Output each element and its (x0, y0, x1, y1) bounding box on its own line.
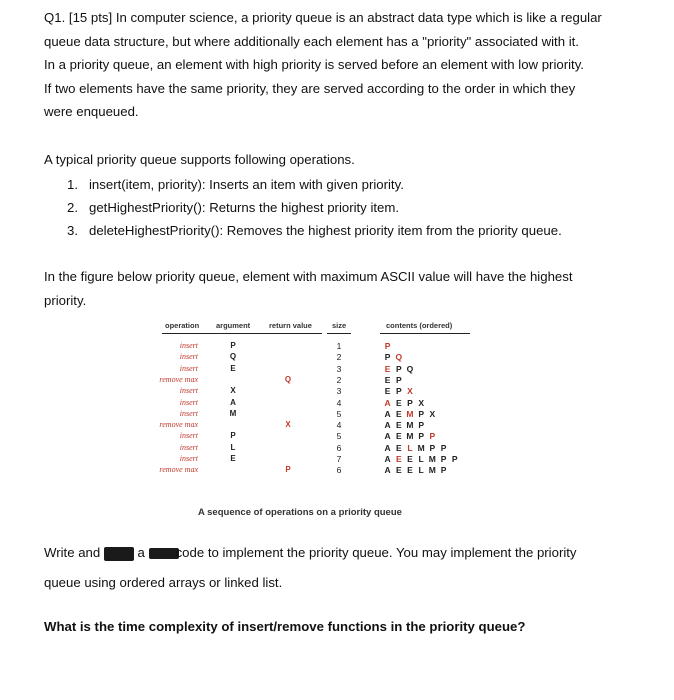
figure-arg: M (229, 408, 237, 418)
figure-size: 3 (336, 386, 342, 397)
list-text: insert(item, priority): Inserts an item with given priority. (89, 177, 404, 192)
figure-op: remove max (159, 374, 198, 384)
task-text-part1: Write and (44, 545, 101, 560)
figure-size: 5 (336, 408, 342, 419)
queue-element: P (395, 386, 402, 397)
header-rule (380, 333, 470, 334)
queue-element: L (407, 442, 413, 453)
header-return-value: return value (269, 321, 312, 330)
figure-op: insert (179, 397, 198, 407)
queue-element: A (384, 431, 391, 442)
figure-arg: L (230, 442, 236, 452)
operations-intro: A typical priority queue supports following operations. (44, 152, 355, 167)
task-text-part2: a (137, 545, 145, 560)
queue-element: E (407, 465, 413, 476)
figure-contents (382, 409, 438, 419)
header-contents: contents (ordered) (386, 321, 453, 330)
figure-size: 3 (336, 363, 342, 374)
queue-element: Q (395, 352, 403, 363)
queue-element: P (418, 408, 424, 419)
figure-op: insert (179, 442, 198, 452)
queue-element: M (406, 408, 414, 419)
queue-element: M (428, 465, 436, 476)
header-argument: argument (216, 321, 251, 330)
figure-arg: X (230, 386, 236, 396)
queue-element: E (384, 374, 391, 385)
figure-arg: P (230, 341, 236, 350)
queue-element: P (429, 431, 436, 442)
operation-item-delete-highest (67, 223, 562, 238)
figure-contents (382, 420, 427, 430)
figure-return: Q (284, 374, 292, 384)
queue-element: M (417, 442, 425, 453)
task-text-part3: code to implement the priority queue. You may implement the priority (175, 545, 577, 560)
figure-op: insert (179, 341, 198, 350)
queue-element: E (384, 363, 391, 374)
figure-op: remove max (159, 420, 198, 430)
queue-element: A (384, 420, 391, 431)
queue-element: P (384, 352, 391, 363)
figure-intro-line: priority. (44, 292, 87, 308)
question-line: If two elements have the same priority, they are served according to the order in which they (44, 80, 576, 96)
figure-intro-line: In the figure below priority queue, element with maximum ASCII value will have the highest (44, 269, 573, 284)
queue-element: P (440, 442, 447, 453)
operation-item-insert (67, 177, 404, 192)
figure-arg: E (230, 454, 236, 463)
figure-size: 2 (336, 374, 342, 385)
queue-element: P (418, 431, 424, 442)
queue-element: E (395, 442, 402, 453)
queue-element: X (407, 386, 413, 397)
figure-op: remove max (159, 465, 198, 475)
figure-return: X (285, 420, 291, 430)
question-line: Q1. [15 pts] In computer science, a priority queue is an abstract data type which is like a regular (44, 10, 602, 25)
queue-element: M (406, 431, 414, 442)
figure-size: 4 (336, 420, 342, 431)
task-line (44, 541, 624, 565)
priority-queue-figure (150, 315, 480, 525)
queue-element: E (395, 431, 402, 442)
queue-element: P (395, 374, 402, 385)
figure-op: insert (179, 352, 198, 362)
figure-size: 6 (336, 465, 342, 476)
figure-arg: Q (229, 352, 237, 362)
figure-size: 1 (336, 341, 342, 351)
question-line: In a priority queue, an element with high priority is served before an element with low priority. (44, 57, 584, 72)
figure-caption: A sequence of operations on a priority queue (198, 507, 402, 518)
figure-size: 7 (336, 454, 342, 464)
figure-op: insert (179, 431, 198, 441)
queue-element: P (407, 397, 413, 408)
figure-arg: P (230, 431, 236, 441)
queue-element: A (384, 397, 391, 408)
figure-size: 4 (336, 397, 342, 408)
queue-element: P (440, 454, 447, 464)
figure-contents (382, 364, 416, 374)
queue-element: A (384, 454, 391, 464)
figure-op: insert (179, 363, 198, 373)
list-number: 2. (67, 200, 78, 215)
queue-element: P (451, 454, 458, 464)
queue-element: P (384, 341, 391, 351)
figure-arg: E (230, 363, 236, 373)
figure-intro (44, 265, 624, 312)
task-paragraph (44, 541, 624, 565)
figure-contents (382, 386, 416, 396)
queue-element: X (418, 397, 424, 408)
figure-contents (382, 352, 404, 362)
queue-element: M (406, 420, 414, 431)
figure-return: P (285, 465, 291, 475)
final-question: What is the time complexity of insert/remove functions in the priority queue? (44, 619, 526, 634)
header-operation: operation (165, 321, 200, 330)
figure-contents (382, 431, 438, 441)
question-line: were enqueued. (44, 104, 139, 119)
question-paragraph (44, 6, 624, 124)
queue-element: E (395, 420, 402, 431)
queue-element: P (395, 363, 402, 374)
redacted-word (104, 547, 134, 561)
figure-size: 6 (336, 442, 342, 453)
list-text: getHighestPriority(): Returns the highest priority item. (89, 200, 400, 215)
figure-size: 2 (336, 352, 342, 363)
queue-element: P (440, 465, 447, 476)
question-line: queue data structure, but where additionally each element has a "priority" associated with it. (44, 33, 579, 49)
queue-element: E (407, 454, 413, 464)
header-rule (162, 333, 322, 334)
header-size: size (332, 321, 347, 330)
queue-element: M (428, 454, 436, 464)
figure-contents (382, 341, 393, 351)
figure-contents (382, 465, 449, 475)
figure-contents (382, 443, 449, 453)
figure-contents (382, 375, 404, 385)
queue-element: P (418, 420, 424, 431)
task-line-2: queue using ordered arrays or linked list. (44, 575, 283, 590)
queue-element: A (384, 442, 391, 453)
queue-element: E (395, 408, 402, 419)
queue-element: E (395, 454, 402, 464)
queue-element: A (384, 465, 391, 476)
queue-element: P (429, 442, 436, 453)
figure-op: insert (179, 454, 198, 463)
header-rule (327, 333, 351, 334)
list-text: deleteHighestPriority(): Removes the highest priority item from the priority queue. (89, 223, 562, 238)
queue-element: L (418, 465, 424, 476)
queue-element: L (418, 454, 424, 464)
figure-contents (382, 454, 460, 464)
queue-element: A (384, 408, 391, 419)
list-number: 1. (67, 177, 78, 192)
list-number: 3. (67, 223, 78, 238)
queue-element: E (395, 397, 402, 408)
redacted-word (149, 548, 179, 559)
figure-op: insert (179, 408, 198, 418)
figure-op: insert (179, 386, 198, 396)
figure-contents (382, 398, 427, 408)
figure-arg: A (230, 397, 236, 407)
queue-element: Q (406, 363, 414, 374)
queue-element: E (384, 386, 391, 397)
queue-element: X (429, 408, 436, 419)
operation-item-get-highest (67, 200, 399, 215)
queue-element: E (395, 465, 402, 476)
figure-size: 5 (336, 431, 342, 442)
